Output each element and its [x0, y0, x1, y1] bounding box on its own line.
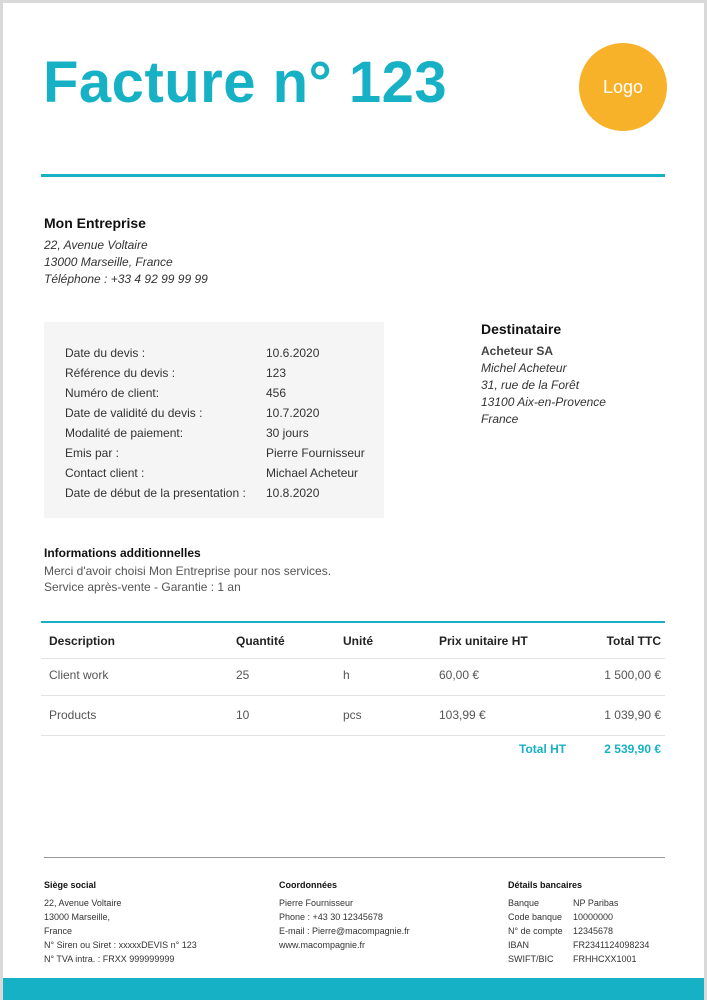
footer-heading: Coordonnées: [279, 880, 338, 890]
footer-line: N° Siren ou Siret : xxxxxDEVIS n° 123: [44, 940, 197, 950]
cell-unit: h: [343, 668, 350, 682]
cell-unit-price: 60,00 €: [439, 668, 480, 682]
detail-label: Date de validité du devis :: [65, 406, 203, 420]
sender-name: Mon Entreprise: [44, 215, 146, 231]
additional-info: [44, 546, 331, 595]
detail-label: Référence du devis :: [65, 366, 176, 380]
detail-label: Emis par :: [65, 446, 120, 460]
bank-label: N° de compte: [508, 926, 563, 936]
footer-line: Pierre Fournisseur: [279, 898, 354, 908]
footer-line: 22, Avenue Voltaire: [44, 898, 122, 908]
additional-info-heading: Informations additionnelles: [44, 546, 201, 560]
bottom-accent-bar: [3, 978, 704, 1000]
detail-value: Michael Acheteur: [266, 466, 359, 480]
bank-row: [508, 952, 668, 966]
detail-value: 456: [266, 386, 287, 400]
table-header-row: [41, 623, 665, 659]
cell-total: 1 500,00 €: [604, 668, 661, 682]
cell-unit: pcs: [343, 708, 362, 722]
company-logo: Logo: [579, 43, 667, 131]
footer-email[interactable]: E-mail : Pierre@macompagnie.fr: [279, 926, 410, 936]
sender-address-line: 22, Avenue Voltaire: [44, 238, 148, 252]
recipient-line: France: [481, 412, 519, 426]
bank-row: [508, 938, 668, 952]
detail-label: Contact client :: [65, 466, 145, 480]
detail-label: Date du devis :: [65, 346, 146, 360]
sender-address-line: 13000 Marseille, France: [44, 255, 173, 269]
footer-line: N° TVA intra. : FRXX 999999999: [44, 954, 175, 964]
bank-value: 12345678: [573, 926, 614, 936]
bank-label: SWIFT/BIC: [508, 954, 554, 964]
footer-heading: Siège social: [44, 880, 97, 890]
footer-contact: [279, 878, 410, 952]
bank-label: Code banque: [508, 912, 563, 922]
cell-total: 1 039,90 €: [604, 708, 661, 722]
bank-label: Banque: [508, 898, 540, 908]
cell-quantity: 25: [236, 668, 250, 682]
recipient-heading: Destinataire: [481, 321, 562, 337]
total-ht-value: 2 539,90 €: [604, 742, 661, 756]
detail-value: 123: [266, 366, 287, 380]
bank-value: FR2341124098234: [573, 940, 650, 950]
sender-block: [44, 215, 208, 288]
detail-value: Pierre Fournisseur: [266, 446, 365, 460]
footer-divider: [44, 857, 665, 858]
bank-row: [508, 924, 668, 938]
detail-value: 30 jours: [266, 426, 309, 440]
totals-row: [41, 742, 665, 762]
cell-quantity: 10: [236, 708, 250, 722]
col-header-total: Total TTC: [606, 634, 661, 648]
detail-value: 10.6.2020: [266, 346, 320, 360]
additional-info-line: Service après-vente - Garantie : 1 an: [44, 580, 241, 594]
footer-line: France: [44, 926, 73, 936]
detail-value: 10.7.2020: [266, 406, 320, 420]
cell-description: Products: [49, 708, 97, 722]
recipient-line: 31, rue de la Forêt: [481, 378, 580, 392]
cell-description: Client work: [49, 668, 109, 682]
detail-label: Date de début de la presentation :: [65, 486, 246, 500]
col-header-description: Description: [49, 634, 116, 648]
sender-phone: Téléphone : +33 4 92 99 99 99: [44, 272, 208, 286]
table-row: [41, 659, 665, 696]
recipient-block: [481, 321, 606, 428]
bank-row: [508, 896, 668, 910]
bank-label: IBAN: [508, 940, 530, 950]
col-header-unit-price: Prix unitaire HT: [439, 634, 528, 648]
footer-line: Phone : +43 30 12345678: [279, 912, 383, 922]
additional-info-line: Merci d'avoir choisi Mon Entreprise pour nos services.: [44, 564, 332, 578]
bank-value: 10000000: [573, 912, 614, 922]
footer-website-link[interactable]: www.macompagnie.fr: [279, 940, 366, 950]
cell-unit-price: 103,99 €: [439, 708, 486, 722]
recipient-line: 13100 Aix-en-Provence: [481, 395, 606, 409]
bank-row: [508, 910, 668, 924]
total-ht-label: Total HT: [519, 742, 567, 756]
detail-label: Numéro de client:: [65, 386, 160, 400]
detail-value: 10.8.2020: [266, 486, 320, 500]
invoice-title: Facture n° 123: [43, 50, 448, 115]
recipient-line: Michel Acheteur: [481, 361, 567, 375]
detail-label: Modalité de paiement:: [65, 426, 184, 440]
col-header-unit: Unité: [343, 634, 373, 648]
bank-value: NP Paribas: [573, 898, 619, 908]
recipient-company: Acheteur SA: [481, 344, 554, 358]
footer-bank-details: [508, 878, 668, 966]
items-table: [41, 621, 665, 736]
quote-details-box: [44, 322, 384, 518]
invoice-page: [3, 3, 704, 1000]
col-header-quantity: Quantité: [236, 634, 285, 648]
bank-value: FRHHCXX1001: [573, 954, 637, 964]
footer-heading: Détails bancaires: [508, 880, 583, 890]
footer-line: 13000 Marseille,: [44, 912, 111, 922]
header-divider: [41, 174, 665, 177]
footer-registered-office: [44, 878, 197, 966]
table-row: [41, 696, 665, 736]
